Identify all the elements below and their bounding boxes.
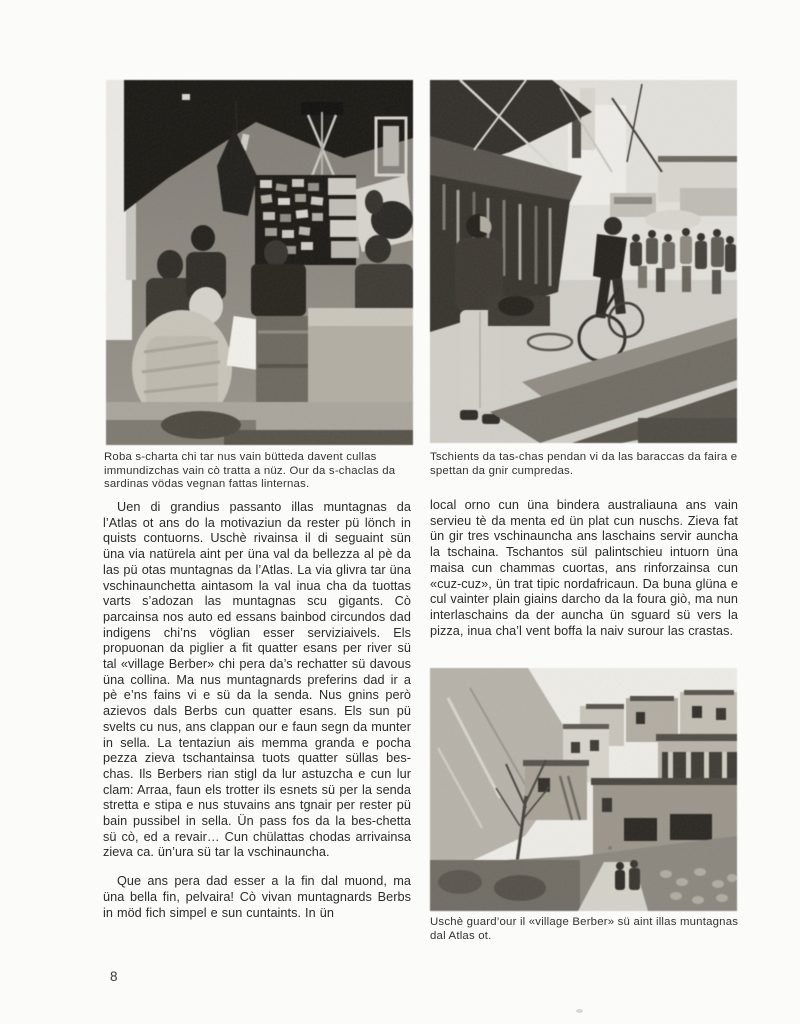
print-artifact [576,1009,583,1013]
article-paragraph: local orno cun üna bindera australiauna ans vain servieu tè da menta ed ün plat cun nuschs. Zieva fat ün gir tres vschinauncha ans laschains servir auncha la tschaina. Tschantos sül palintschieu intuorn üna maisa cun chammas cuortas, ans rinforzainsa cun «cuz-cuz», ün trat tipic nordafricaun. Da buna glüna e cul vainter plain giains darcho da la foura giò, ma nun interlaschains da der auncha ün sguard sü vers la pizza, inua cha’l vent boffa la naiv surour las crastas. [430,498,738,638]
photo-caption-market: Tschients da tas-chas pendan vi da las baraccas da faira e spettan da gnir cumpredas. [430,451,738,477]
article-paragraph: Uen di grandius passanto illas muntagnas da l’Atlas ot ans do la motivaziun da rester pü lönch in quists contuorns. Uschè rivainsa il di seguaint sün üna via natürela aint per üna val da bellezza al pè da las pü otas muntagnas da l’Atlas. La via glivra tar üna vschinaunchetta aintasom la val inua cha da tuottas varts s’adozan las muntagnas scu gigants. Cò parcainsa nos auto ed essans bainbod circundos dad indigens chi’ns vöglian esser serviziaivels. Els propuonan da piglier a fit quatter esans per river sü tal «village Berber» chi pera da’s rechatter sü davous üna collina. Ma nus muntagnards preferins dad ir a pè e’ns fains vi e sü da la senda. Nus gnins però azievos dals Berbs cun quatter esans. Els sun pü svelts cu nus, ans clappan our e faun segn da munter in sella. La tentaziun ais memma granda e pocha pezza zieva tschantainsa tuots quatter süllas bes-chas. Ils Berbers rian stigl da lur astuzcha e cun lur clam: Arraa, faun els trotter ils esnets sü per la senda stretta e stipa e nus stuvains ans tgnair per rester pü bain pussibel in sella. Ün pass fos da la bes-chetta sü cò, ed a revair… Cun chülattas chodas arrivainsa zieva ca. ün’ura sü tar la vschinauncha. [103,500,411,860]
souk-street-photo [430,80,737,443]
page-number: 8 [110,969,118,984]
article-right-column [430,498,738,639]
photo-caption-workshop: Roba s-charta chi tar nus vain bütteda davent cullas immundizchas vain cò tratta a nüz. Our da s-chaclas da sardinas vödas vegnan fattas linternas. [104,451,396,490]
article-paragraph: Que ans pera dad esser a la fin dal muond, ma üna bella fin, pelvaira! Cò vivan muntagnards Berbs in möd fich simpel e sun cuntaints. In ün [103,874,411,920]
berber-village-photo [430,668,737,911]
article-left-column [103,500,411,921]
photo-caption-village: Uschè guard’our il «village Berber» sü aint illas muntagnas dal Atlas ot. [430,916,739,942]
lantern-workshop-photo [106,80,413,445]
